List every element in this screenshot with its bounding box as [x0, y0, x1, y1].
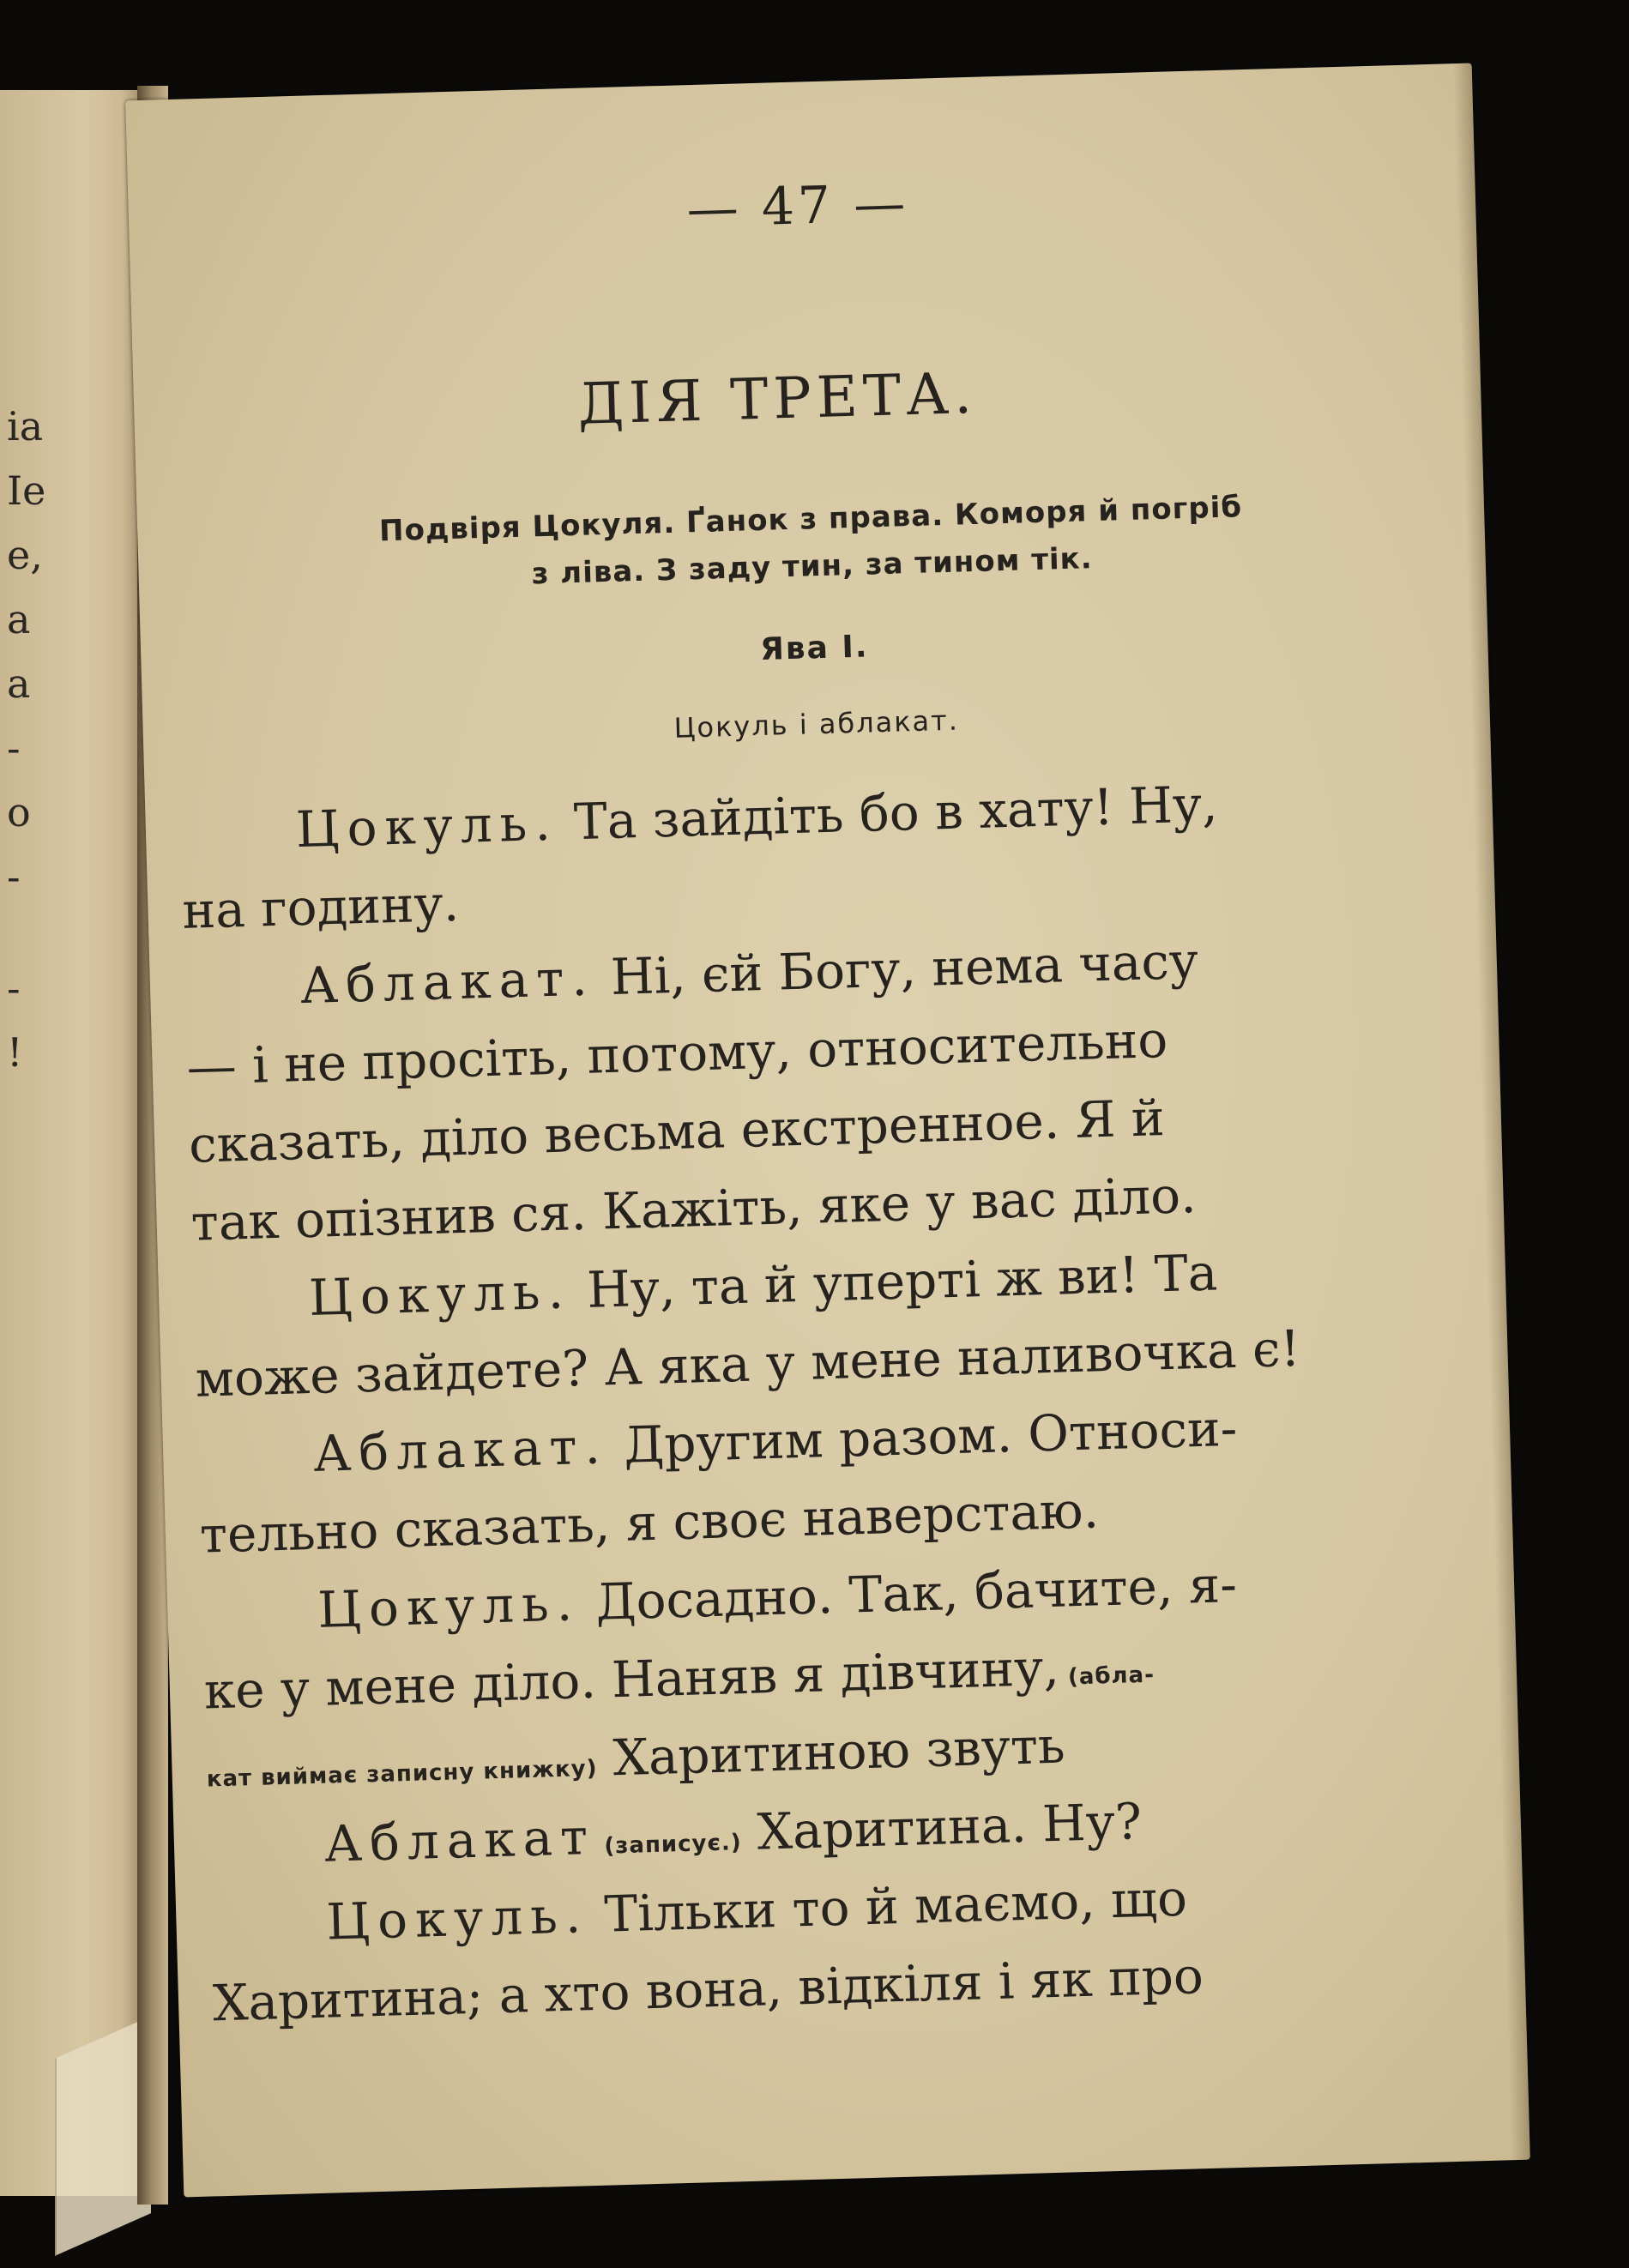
characters-line: Цокуль і аблакат.: [673, 703, 960, 745]
line-text: Другим разом. Относи-: [606, 1398, 1239, 1475]
line-text: Ні, єй Богу, нема часу: [594, 931, 1199, 1007]
line-text: Тільки то й маємо, що: [588, 1868, 1188, 1945]
speaker-name: Цокуль.: [295, 793, 559, 860]
line-text: тельно сказать, я своє наверстаю.: [198, 1481, 1100, 1565]
line-text: Та зайдіть бо в хату! Ну,: [557, 775, 1219, 852]
act-title: ДІЯ ТРЕТА.: [576, 359, 978, 437]
dialogue-text: [179, 763, 1320, 2042]
line-text: сказать, діло весьма екстренное. Я й: [188, 1089, 1166, 1174]
left-page-fragment: !: [7, 1029, 23, 1076]
line-text: на годину.: [181, 873, 460, 940]
book-page: [125, 63, 1530, 2198]
line-text: Харитиною звуть: [596, 1716, 1066, 1788]
stage-note: (записує.): [594, 1830, 743, 1860]
line-text: Харитина; а хто вона, відкіля і як про: [212, 1946, 1204, 2033]
left-page-fragment: а: [7, 596, 31, 642]
line-text: — і не просіть, потому, относительно: [185, 1010, 1169, 1096]
line-text: може зайдете? А яка у мене наливочка є!: [194, 1318, 1301, 1408]
speaker-name: Аблакат.: [299, 948, 596, 1016]
page-number: — 47 —: [685, 172, 910, 240]
left-page-fragment: е,: [7, 532, 43, 578]
left-page-fragment: о: [7, 789, 31, 835]
line-text: ке у мене діло. Наняв я дівчину,: [203, 1638, 1060, 1721]
left-page-fragment: -: [7, 725, 21, 771]
speaker-name: Цокуль.: [317, 1573, 581, 1639]
scene-title: Ява І.: [759, 629, 870, 667]
speaker-name: Аблакат: [323, 1807, 597, 1873]
stage-direction-line-1: Подвіря Цокуля. Ґанок з права. Коморя й погріб: [378, 490, 1243, 549]
left-page-fragment: а: [7, 660, 31, 707]
left-page-fragment: -: [7, 854, 21, 900]
page-edge-shadow: [1453, 63, 1530, 2161]
stage-direction-line-2: з ліва. З заду тин, за тином тік.: [531, 541, 1094, 592]
stage-note: (абла-: [1059, 1662, 1155, 1691]
line-text: так опізнив ся. Кажіть, яке у вас діло.: [190, 1166, 1198, 1252]
line-text: Ну, та й уперті ж ви! Та: [570, 1243, 1219, 1320]
left-page-fragment: -: [7, 965, 21, 1011]
left-facing-page: [0, 90, 153, 2196]
stage-note: кат виймає записну книжку): [206, 1755, 598, 1793]
left-page-fragment: іа: [7, 403, 44, 449]
speaker-name: Цокуль.: [308, 1261, 572, 1327]
speaker-name: Аблакат.: [312, 1416, 609, 1483]
line-text: Харитина. Ну?: [740, 1792, 1143, 1862]
left-page-fragment: Іе: [7, 467, 46, 514]
speaker-name: Цокуль.: [325, 1885, 590, 1951]
line-text: Досадно. Так, бачите, я-: [579, 1554, 1238, 1632]
